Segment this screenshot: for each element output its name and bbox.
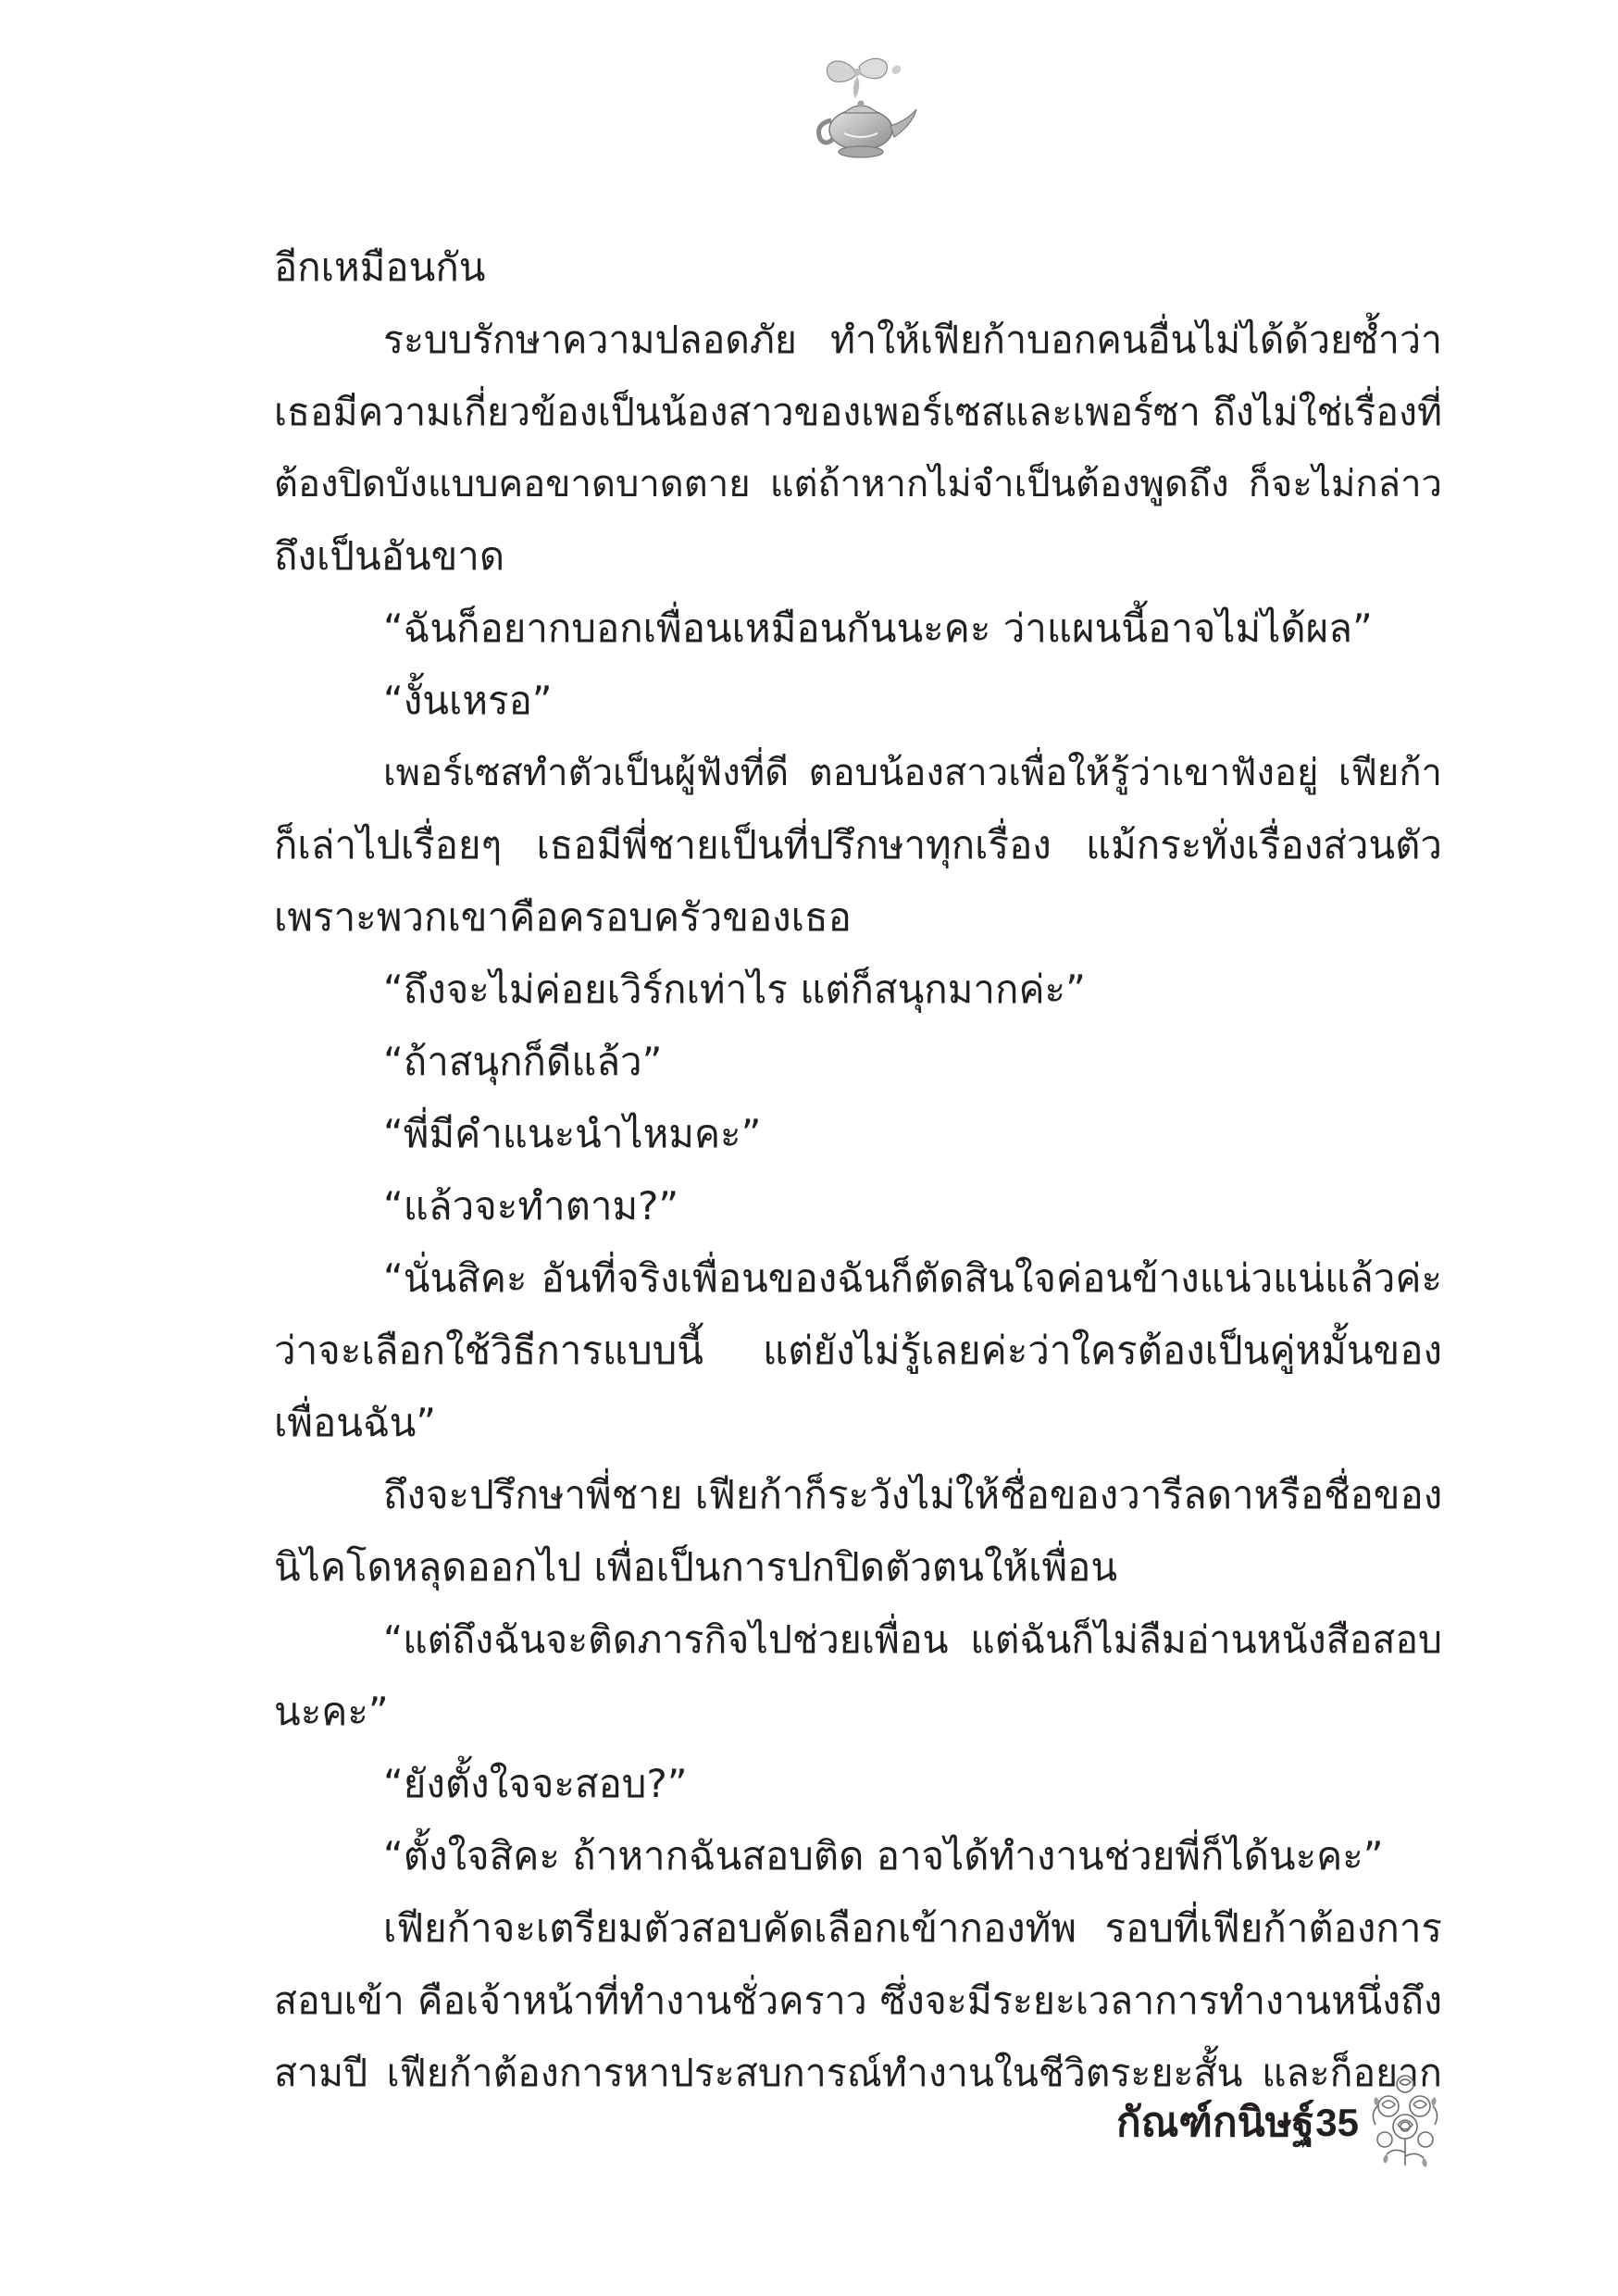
- text-line: ระบบรักษาความปลอดภัย ทำให้เฟียก้าบอกคนอื่นไม่ได้ด้วยซ้ำว่า: [383, 318, 1442, 362]
- text-line: ถึงจะปรึกษาพี่ชาย เฟียก้าก็ระวังไม่ให้ชื่อของวารีลดาหรือชื่อของ: [383, 1472, 1443, 1517]
- book-title: กัณฑ์กนิษฐ์: [1116, 2099, 1314, 2146]
- text-line: ว่าจะเลือกใช้วิธีการแบบนี้ แต่ยังไม่รู้เลยค่ะว่าใครต้องเป็นคู่หมั้นของ: [274, 1328, 1442, 1373]
- text-line: อีกเหมือนกัน: [274, 244, 486, 290]
- text-line: ต้องปิดบังแบบคอขาดบาดตาย แต่ถ้าหากไม่จำเป็นต้องพูดถึง ก็จะไม่กล่าว: [274, 463, 1442, 505]
- text-line: “ตั้งใจสิคะ ถ้าหากฉันสอบติด อาจได้ทำงานช่วยพี่ก็ได้นะคะ”: [383, 1833, 1384, 1878]
- text-line: เฟียก้าจะเตรียมตัวสอบคัดเลือกเข้ากองทัพ รอบที่เฟียก้าต้องการ: [383, 1905, 1442, 1951]
- text-line: “พี่มีคำแนะนำไหมคะ”: [383, 1111, 762, 1156]
- text-line: สอบเข้า คือเจ้าหน้าที่ทำงานชั่วคราว ซึ่งจะมีระยะเวลาการทำงานหนึ่งถึง: [274, 1978, 1442, 2023]
- text-line: “งั้นเหรอ”: [383, 678, 553, 723]
- text-line: เพื่อนฉัน”: [274, 1400, 437, 1445]
- text-line: “นั่นสิคะ อันที่จริงเพื่อนของฉันก็ตัดสินใจค่อนข้างแน่วแน่แล้วค่ะ: [383, 1255, 1442, 1301]
- page-number: 35: [1315, 2101, 1359, 2144]
- text-line: “ถึงจะไม่ค่อยเวิร์กเท่าไร แต่ก็สนุกมากค่ะ”: [383, 967, 1086, 1012]
- rose-bouquet-icon: [1368, 2069, 1442, 2173]
- text-line: ถึงเป็นอันขาด: [274, 533, 505, 579]
- text-line: นะคะ”: [274, 1689, 389, 1734]
- text-line: สามปี เฟียก้าต้องการหาประสบการณ์ทำงานในชีวิตระยะสั้น และก็อยาก: [274, 2051, 1442, 2095]
- page-footer: [1064, 2069, 1453, 2180]
- text-line: “แล้วจะทำตาม?”: [383, 1183, 679, 1229]
- fairy-teapot-icon: [803, 56, 922, 167]
- text-line: เพอร์เซสทำตัวเป็นผู้ฟังที่ดี ตอบน้องสาวเพื่อให้รู้ว่าเขาฟังอยู่ เฟียก้า: [383, 752, 1442, 794]
- body-text: [274, 231, 1442, 2109]
- text-line: “ยังตั้งใจจะสอบ?”: [383, 1761, 688, 1806]
- text-line: “ถ้าสนุกก็ดีแล้ว”: [383, 1039, 663, 1084]
- text-line: ก็เล่าไปเรื่อยๆ เธอมีพี่ชายเป็นที่ปรึกษาทุกเรื่อง แม้กระทั่งเรื่องส่วนตัว: [274, 822, 1442, 867]
- text-line: เธอมีความเกี่ยวข้องเป็นน้องสาวของเพอร์เซสและเพอร์ซา ถึงไม่ใช่เรื่องที่: [274, 390, 1442, 434]
- text-line: “แต่ถึงฉันจะติดภารกิจไปช่วยเพื่อน แต่ฉันก็ไม่ลืมอ่านหนังสือสอบ: [383, 1617, 1442, 1662]
- text-line: นิไคโดหลุดออกไป เพื่อเป็นการปกปิดตัวตนให้เพื่อน: [274, 1544, 1118, 1590]
- text-line: เพราะพวกเขาคือครอบครัวของเธอ: [274, 894, 852, 940]
- text-line: “ฉันก็อยากบอกเพื่อนเหมือนกันนะคะ ว่าแผนนี้อาจไม่ได้ผล”: [383, 605, 1373, 651]
